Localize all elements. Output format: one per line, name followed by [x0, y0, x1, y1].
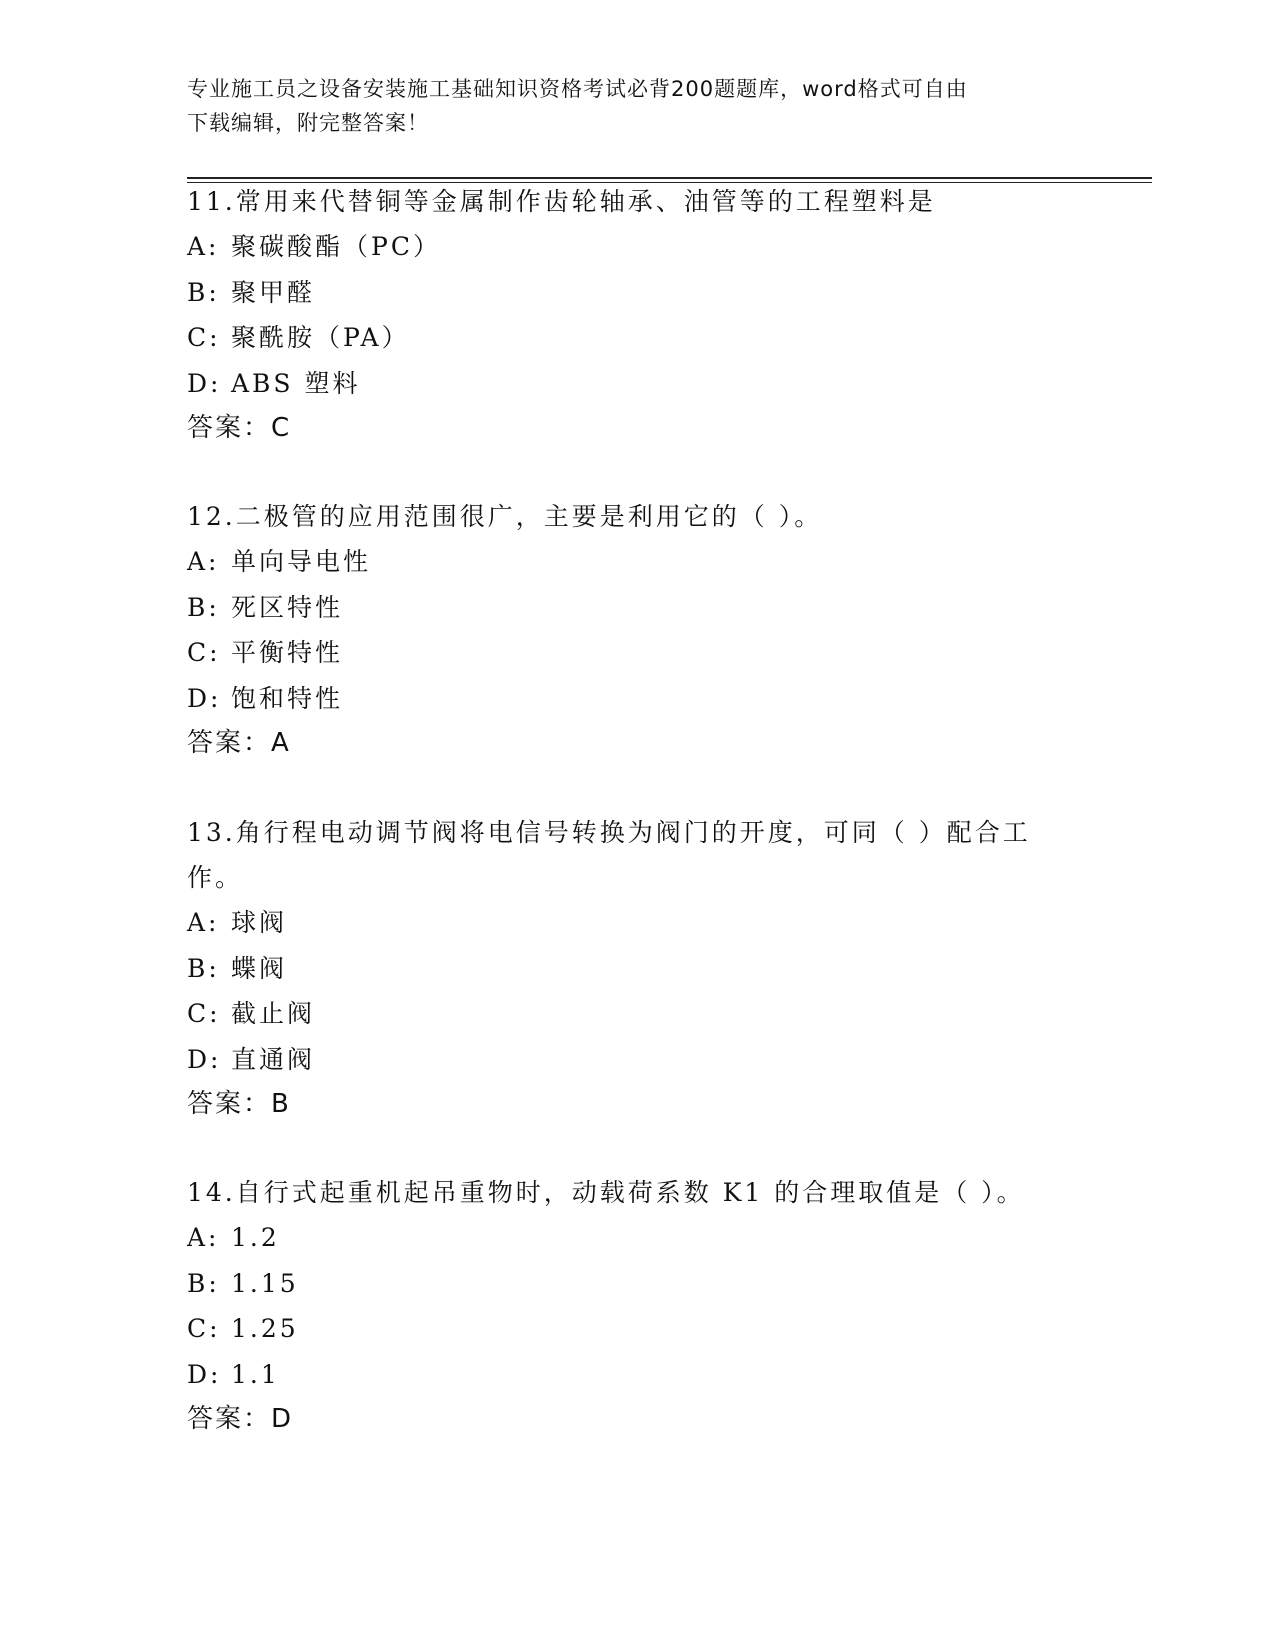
option-letter: D: — [187, 1044, 222, 1074]
question-stem-line: 14.自行式起重机起吊重物时，动载荷系数 K1 的合理取值是（ ）。 — [187, 1178, 1025, 1207]
header-line-1: 专业施工员之设备安装施工基础知识资格考试必背200题题库，word格式可自由 — [187, 77, 968, 101]
option-letter: A: — [187, 547, 220, 576]
question-14 — [187, 1170, 1107, 1442]
option-text: 平衡特性 — [231, 638, 344, 667]
option-b — [187, 1261, 1107, 1307]
option-text: 1.25 — [231, 1314, 299, 1343]
answer-line: 答案：D — [187, 1404, 294, 1434]
option-text: 聚酰胺（PA） — [231, 323, 410, 352]
option-letter: A: — [187, 232, 220, 261]
option-letter: C: — [187, 638, 221, 667]
option-letter: B: — [187, 953, 220, 983]
question-12 — [187, 494, 1107, 766]
question-stem — [187, 810, 1107, 900]
option-letter: B: — [187, 1268, 220, 1298]
option-letter: A: — [187, 1223, 220, 1252]
option-text: 球阀 — [231, 908, 288, 937]
option-text: ABS 塑料 — [231, 368, 361, 398]
option-letter: D: — [187, 683, 222, 713]
answer-line: 答案：C — [187, 413, 292, 443]
question-stem — [187, 1170, 1107, 1215]
option-a — [187, 539, 1107, 585]
option-d — [187, 1037, 1107, 1083]
question-stem-line: 作。 — [187, 863, 244, 892]
option-letter: A: — [187, 908, 220, 937]
option-c — [187, 630, 1107, 676]
option-text: 单向导电性 — [231, 547, 372, 576]
option-a — [187, 1215, 1107, 1261]
option-text: 聚碳酸酯（PC） — [231, 232, 441, 261]
option-b — [187, 585, 1107, 631]
option-text: 1.15 — [231, 1268, 299, 1298]
option-d — [187, 1352, 1107, 1398]
question-13 — [187, 810, 1107, 1127]
option-c — [187, 991, 1107, 1037]
question-stem-line: 12.二极管的应用范围很广，主要是利用它的（ ）。 — [187, 502, 823, 531]
answer-line: 答案：B — [187, 1089, 291, 1119]
option-d — [187, 676, 1107, 722]
question-stem — [187, 494, 1107, 539]
option-a — [187, 224, 1107, 270]
answer-line: 答案：A — [187, 728, 291, 758]
question-stem — [187, 179, 1107, 224]
option-text: 蝶阀 — [231, 953, 288, 983]
question-11 — [187, 179, 1107, 451]
option-letter: D: — [187, 1359, 222, 1389]
option-text: 饱和特性 — [231, 683, 344, 713]
option-letter: C: — [187, 999, 221, 1028]
document-header — [187, 72, 1087, 140]
option-text: 聚甲醛 — [231, 277, 316, 307]
option-d — [187, 361, 1107, 407]
option-letter: B: — [187, 592, 220, 622]
option-c — [187, 1306, 1107, 1352]
option-text: 死区特性 — [231, 592, 344, 622]
option-letter: D: — [187, 368, 222, 398]
option-letter: C: — [187, 323, 221, 352]
question-stem-line: 13.角行程电动调节阀将电信号转换为阀门的开度，可同（ ）配合工 — [187, 818, 1031, 847]
option-letter: B: — [187, 277, 220, 307]
option-c — [187, 315, 1107, 361]
option-text: 截止阀 — [231, 999, 316, 1028]
option-text: 1.2 — [231, 1223, 280, 1252]
option-letter: C: — [187, 1314, 221, 1343]
question-stem-line: 11.常用来代替铜等金属制作齿轮轴承、油管等的工程塑料是 — [187, 187, 936, 216]
option-b — [187, 270, 1107, 316]
option-text: 1.1 — [231, 1359, 280, 1389]
option-text: 直通阀 — [231, 1044, 316, 1074]
option-a — [187, 900, 1107, 946]
header-line-2: 下载编辑，附完整答案！ — [187, 111, 429, 135]
option-b — [187, 946, 1107, 992]
